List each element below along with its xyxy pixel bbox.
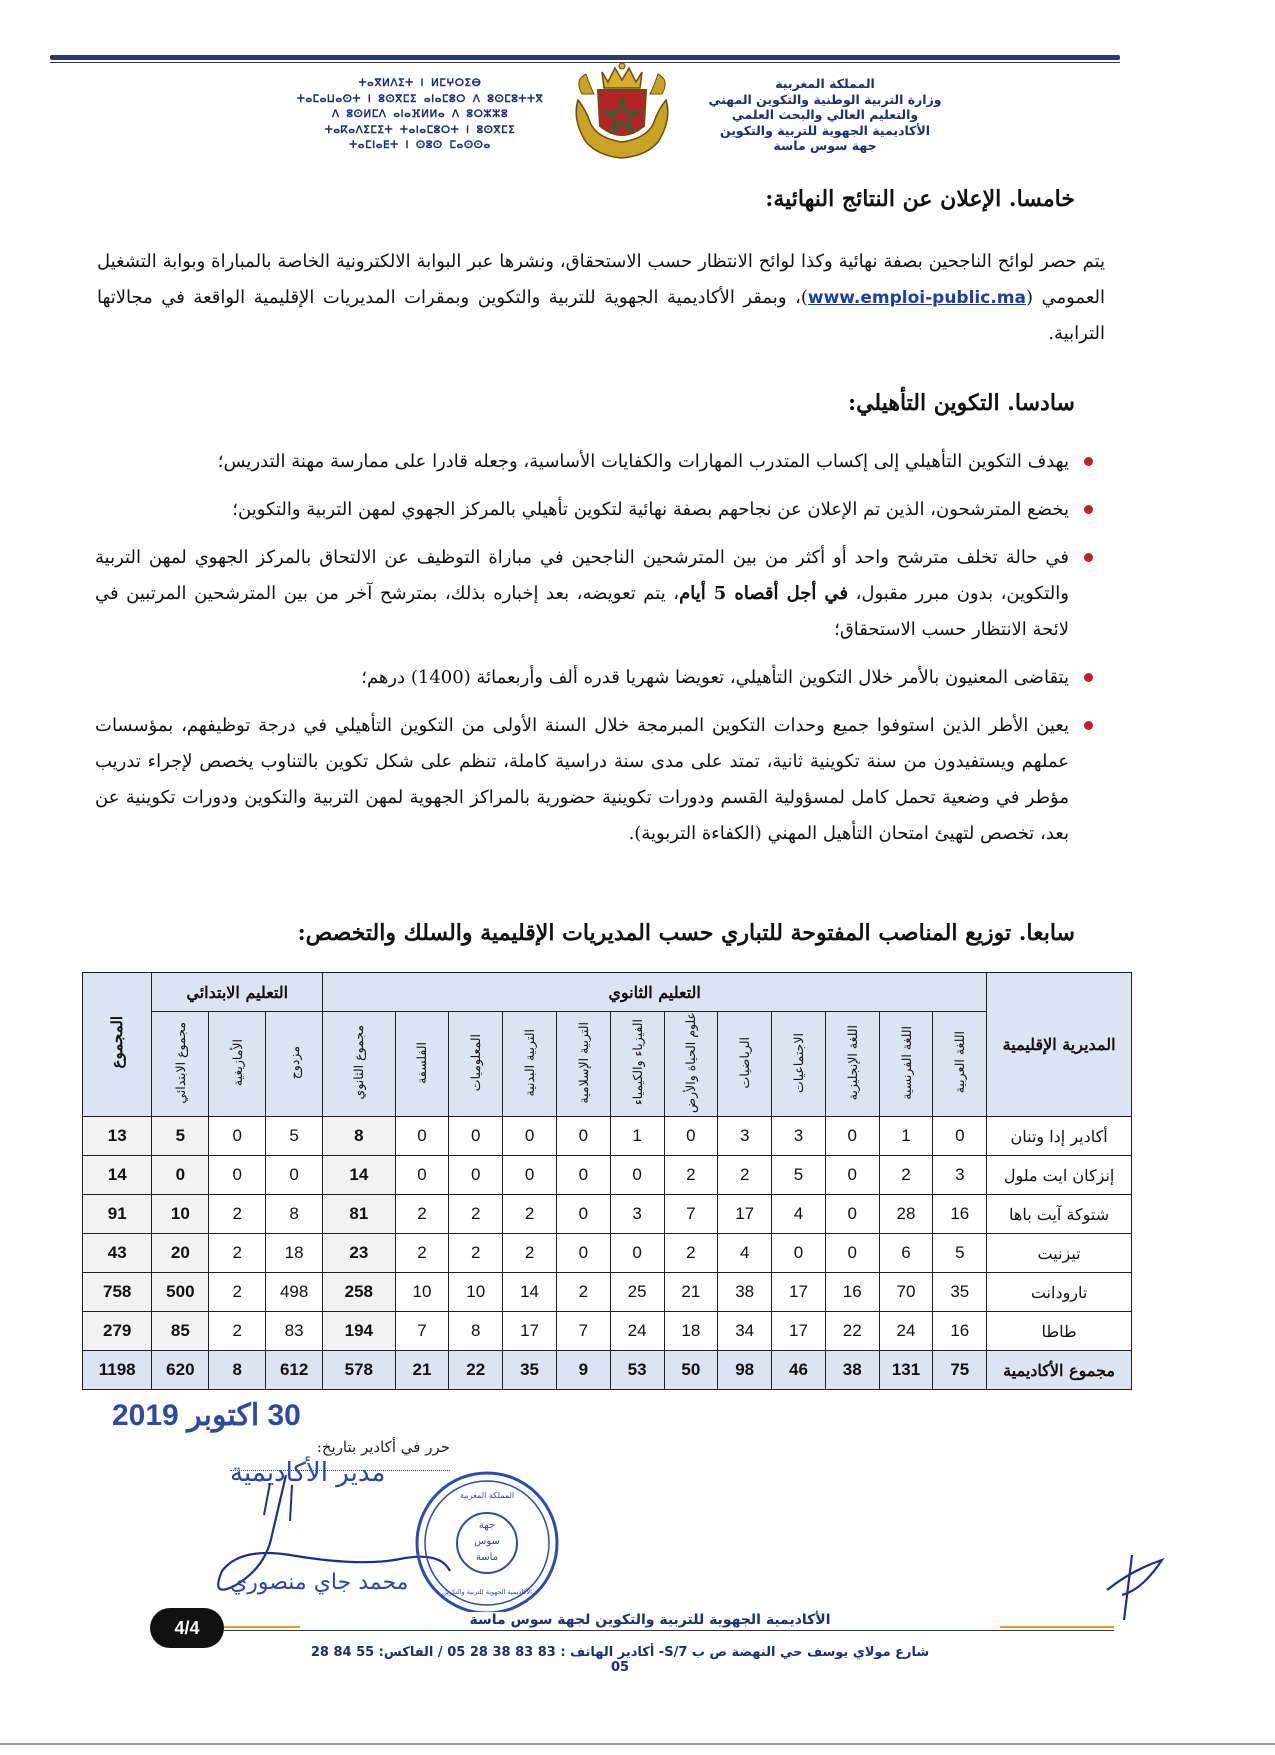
secondary-subject-header — [556, 1012, 610, 1117]
subject-label: مزدوج — [286, 1045, 302, 1080]
table-cell: 7 — [664, 1195, 718, 1234]
table-cell: 2 — [664, 1234, 718, 1273]
table-cell: 14 — [323, 1156, 396, 1195]
table-cell: 17 — [503, 1312, 557, 1351]
row-total-cell: 279 — [83, 1312, 152, 1351]
table-cell: 8 — [266, 1195, 323, 1234]
header-arabic-line: الأكاديمية الجهوية للتربية والتكوين — [719, 122, 931, 138]
table-cell: 3 — [933, 1156, 987, 1195]
written-at-label: حرر في أكادير بتاريخ: — [316, 1438, 450, 1456]
table-cell: 75 — [933, 1351, 987, 1390]
subject-label: اللغة العربية — [952, 1031, 968, 1094]
header-arabic-line: والتعليم العالي والبحث العلمي — [731, 107, 919, 122]
table-cell: 2 — [209, 1195, 266, 1234]
bullet-icon — [1084, 457, 1093, 466]
table-cell: 34 — [718, 1312, 772, 1351]
table-cell: 2 — [503, 1234, 557, 1273]
row-total-cell: 13 — [83, 1117, 152, 1156]
table-cell: 24 — [610, 1312, 664, 1351]
bullet-bold-text: في أجل أقصاه 5 أيام — [679, 583, 849, 604]
table-cell: 1 — [610, 1117, 664, 1156]
table-body — [83, 1117, 1132, 1390]
table-cell: 2 — [395, 1234, 449, 1273]
section6-bullet-list — [95, 444, 1097, 864]
directorate-name-cell: طاطا — [987, 1312, 1132, 1351]
table-cell: 0 — [556, 1195, 610, 1234]
subject-label: الفلسفة — [414, 1041, 430, 1084]
table-cell: 16 — [933, 1195, 987, 1234]
secondary-subject-header — [825, 1012, 879, 1117]
subject-label: التربية البدنية — [522, 1028, 538, 1097]
table-cell: 17 — [718, 1195, 772, 1234]
table-row — [83, 1273, 1132, 1312]
secondary-group-header: التعليم الثانوي — [323, 973, 987, 1012]
seal-text: جهة — [478, 1520, 496, 1531]
row-total-cell: 43 — [83, 1234, 152, 1273]
table-cell: 4 — [772, 1195, 826, 1234]
subject-label: الاجتماعيات — [790, 1032, 806, 1093]
secondary-subject-header — [503, 1012, 557, 1117]
initial-mark-icon — [1102, 1550, 1172, 1620]
subject-label: الفيزياء والكيمياء — [629, 1019, 645, 1106]
table-cell: 18 — [266, 1234, 323, 1273]
directorate-name-cell: تيزنيت — [987, 1234, 1132, 1273]
table-cell: 6 — [879, 1234, 933, 1273]
bullet-icon — [1084, 673, 1093, 682]
table-cell: 2 — [879, 1156, 933, 1195]
bullet-icon — [1084, 505, 1093, 514]
subject-label: اللغة الإنجليزية — [844, 1024, 860, 1101]
table-cell: 2 — [395, 1195, 449, 1234]
list-item — [95, 492, 1097, 528]
table-cell: 8 — [449, 1312, 503, 1351]
table-cell: 0 — [664, 1117, 718, 1156]
table-cell: 0 — [772, 1234, 826, 1273]
table-cell: 0 — [152, 1156, 209, 1195]
table-cell: 612 — [266, 1351, 323, 1390]
table-cell: 620 — [152, 1351, 209, 1390]
table-cell: 22 — [825, 1312, 879, 1351]
row-total-cell: 1198 — [83, 1351, 152, 1390]
subject-label: المعلوميات — [468, 1033, 484, 1092]
header-tifinagh-line: ⵜⴰⴳⵍⴷⵉⵜ ⵏ ⵍⵎⵖⵔⵉⴱ — [358, 77, 482, 89]
section5-heading: خامسا. الإعلان عن النتائج النهائية: — [765, 186, 1075, 212]
table-cell: 0 — [209, 1156, 266, 1195]
emploi-public-link[interactable]: www.emploi-public.ma — [807, 288, 1026, 308]
table-cell: 8 — [209, 1351, 266, 1390]
table-cell: 0 — [449, 1156, 503, 1195]
table-cell: 131 — [879, 1351, 933, 1390]
bullet-text: في حالة تخلف مترشح واحد أو أكثر من بين المترشحين الناجحين في مباراة التوظيف عن الالتحاق بالمركز الجهوي لمهن التربية والتكوين، بدون مبرر مقبول، — [95, 547, 1069, 604]
table-cell: 498 — [266, 1273, 323, 1312]
section5-paragraph — [97, 244, 1105, 352]
list-item — [95, 540, 1097, 648]
table-cell: 5 — [266, 1117, 323, 1156]
table-cell: 2 — [209, 1312, 266, 1351]
list-item — [95, 708, 1097, 852]
table-cell: 70 — [879, 1273, 933, 1312]
total-header-label: المجموع — [108, 1016, 127, 1069]
table-cell: 23 — [323, 1234, 396, 1273]
section5-text: يتم حصر لوائح الناجحين بصفة نهائية وكذا لوائح الانتظار حسب الاستحقاق، ونشرها عبر البوابة الالكترونية الخاصة بالمباراة وبوابة التشغيل العمومي ( — [97, 251, 1106, 308]
table-cell: 0 — [395, 1117, 449, 1156]
section6-heading: سادسا. التكوين التأهيلي: — [847, 390, 1075, 416]
table-cell: 0 — [610, 1234, 664, 1273]
table-cell: 17 — [772, 1312, 826, 1351]
header-arabic-line: وزارة التربية الوطنية والتكوين المهني — [708, 91, 942, 107]
table-cell: 7 — [395, 1312, 449, 1351]
table-cell: 16 — [825, 1273, 879, 1312]
table-cell: 38 — [825, 1351, 879, 1390]
bullet-icon — [1084, 721, 1093, 730]
table-cell: 81 — [323, 1195, 396, 1234]
footer-address: شارع مولاي يوسف حي النهضة ص ب 7/S- أكادير الهاتف : 83 83 38 28 05 / الفاكس: 55 84 28 05 — [310, 1645, 930, 1675]
table-row — [83, 1312, 1132, 1351]
table-cell: 1 — [879, 1117, 933, 1156]
secondary-subject-header — [879, 1012, 933, 1117]
table-cell: 0 — [825, 1234, 879, 1273]
subject-label: اللغة الفرنسية — [898, 1025, 914, 1100]
table-total-row — [83, 1351, 1132, 1390]
table-cell: 2 — [718, 1156, 772, 1195]
table-cell: 10 — [449, 1273, 503, 1312]
table-cell: 2 — [503, 1195, 557, 1234]
table-cell: 3 — [718, 1117, 772, 1156]
table-cell: 0 — [825, 1156, 879, 1195]
table-cell: 85 — [152, 1312, 209, 1351]
seal-text: سوس — [474, 1536, 500, 1547]
header-tifinagh-line: ⵜⴰⴽⴰⴷⵉⵎⵉⵜ ⵜⴰⵏⴰⵎⵓⵔⵜ ⵏ ⵓⵙⴳⵎⵉ — [324, 123, 516, 136]
table-cell: 8 — [323, 1117, 396, 1156]
table-cell: 21 — [395, 1351, 449, 1390]
bullet-text: يخضع المترشحون، الذين تم الإعلان عن نجاحهم بصفة نهائية لتكوين تأهيلي بالمركز الجهوي لمهن التربية والتكوين؛ — [232, 499, 1069, 520]
seal-text: الأكاديمية الجهوية للتربية والتكوين — [442, 1588, 532, 1596]
total-header — [83, 973, 152, 1117]
table-cell: 3 — [772, 1117, 826, 1156]
seal-text: المملكة المغربية — [459, 1491, 515, 1500]
table-cell: 38 — [718, 1273, 772, 1312]
table-cell: 50 — [664, 1351, 718, 1390]
subject-label: مجموع الثانوي — [351, 1025, 367, 1100]
table-cell: 0 — [933, 1117, 987, 1156]
header-arabic — [675, 76, 975, 154]
primary-group-header: التعليم الابتدائي — [152, 973, 323, 1012]
scan-edge — [0, 1743, 1275, 1745]
directorate-name-cell: تارودانت — [987, 1273, 1132, 1312]
official-seal-icon — [412, 1468, 562, 1618]
table-cell: 0 — [449, 1117, 503, 1156]
table-cell: 0 — [825, 1195, 879, 1234]
section5-text-after: )، وبمقر الأكاديمية الجهوية للتربية والتكوين وبمقرات المديريات الإقليمية الواقعة في مجالاتها الترابية. — [97, 287, 1105, 344]
table-row — [83, 1156, 1132, 1195]
table-cell: 22 — [449, 1351, 503, 1390]
table-subheader-row — [83, 1012, 1132, 1117]
table-cell: 258 — [323, 1273, 396, 1312]
table-cell: 0 — [503, 1117, 557, 1156]
header-tifinagh — [270, 76, 570, 154]
table-cell: 578 — [323, 1351, 396, 1390]
table-cell: 5 — [152, 1117, 209, 1156]
table-cell: 14 — [503, 1273, 557, 1312]
footer-rule-thin — [224, 1630, 1114, 1631]
secondary-subject-header — [323, 1012, 396, 1117]
table-cell: 18 — [664, 1312, 718, 1351]
header-tifinagh-line: ⵜⴰⵎⵏⴰⴹⵜ ⵏ ⵙⵓⵙ ⵎⴰⵙⵙⴰ — [349, 139, 491, 151]
table-cell: 3 — [610, 1195, 664, 1234]
table-cell: 98 — [718, 1351, 772, 1390]
directorate-name-cell: مجموع الأكاديمية — [987, 1351, 1132, 1390]
table-cell: 0 — [825, 1117, 879, 1156]
signer-name: محمد جاي منصوري — [230, 1570, 409, 1595]
list-item — [95, 660, 1097, 696]
table-cell: 10 — [152, 1195, 209, 1234]
table-cell: 7 — [556, 1312, 610, 1351]
directorate-name-cell: أكادير إدا وتنان — [987, 1117, 1132, 1156]
table-cell: 4 — [718, 1234, 772, 1273]
bullet-icon — [1084, 553, 1093, 562]
header-tifinagh-line: ⴷ ⵓⵙⵍⵎⴷ ⴰⵏⴰⴼⵍⵍⴰ ⴷ ⵓⵔⵣⵣⵓ — [331, 108, 509, 120]
bullet-text: يهدف التكوين التأهيلي إلى إكساب المتدرب المهارات والكفايات الأساسية، وجعله قادرا على ممارسة مهنة التدريس؛ — [217, 451, 1069, 472]
table-group-header-row — [83, 973, 1132, 1012]
subject-label: التربية الإسلامية — [575, 1021, 591, 1104]
subject-label: علوم الحياة والأرض — [683, 1012, 699, 1114]
table-cell: 9 — [556, 1351, 610, 1390]
row-total-cell: 14 — [83, 1156, 152, 1195]
table-cell: 2 — [556, 1273, 610, 1312]
table-cell: 10 — [395, 1273, 449, 1312]
table-cell: 0 — [209, 1117, 266, 1156]
primary-subject-header — [209, 1012, 266, 1117]
header-arabic-line: المملكة المغربية — [775, 76, 875, 91]
secondary-subject-header — [449, 1012, 503, 1117]
table-cell: 0 — [610, 1156, 664, 1195]
table-cell: 194 — [323, 1312, 396, 1351]
table-cell: 20 — [152, 1234, 209, 1273]
secondary-subject-header — [395, 1012, 449, 1117]
positions-table — [82, 972, 1132, 1390]
seal-text: ماسة — [475, 1552, 499, 1563]
table-cell: 35 — [503, 1351, 557, 1390]
bullet-text: ، يتم تعويضه، بعد إخباره بذلك، بمترشح آخر من بين المترشحين المرتبين في لائحة الانتظار حسب الاستحقاق؛ — [95, 583, 1069, 640]
header-arabic-line: جهة سوس ماسة — [773, 138, 877, 153]
table-cell: 25 — [610, 1273, 664, 1312]
table-row — [83, 1195, 1132, 1234]
directorate-name-cell: إنزكان ايت ملول — [987, 1156, 1132, 1195]
table-cell: 83 — [266, 1312, 323, 1351]
table-cell: 0 — [266, 1156, 323, 1195]
table-cell: 5 — [933, 1234, 987, 1273]
table-row — [83, 1234, 1132, 1273]
footer-academy-name: الأكاديمية الجهوية للتربية والتكوين لجهة سوس ماسة — [300, 1612, 1000, 1628]
table-cell: 2 — [449, 1195, 503, 1234]
table-cell: 2 — [664, 1156, 718, 1195]
subject-label: مجموع الابتدائي — [172, 1021, 188, 1104]
director-title: مدير الأكاديمية — [230, 1458, 386, 1488]
table-cell: 35 — [933, 1273, 987, 1312]
table-cell: 21 — [664, 1273, 718, 1312]
primary-subject-header — [152, 1012, 209, 1117]
row-total-cell: 91 — [83, 1195, 152, 1234]
list-item — [95, 444, 1097, 480]
table-cell: 0 — [556, 1234, 610, 1273]
directorate-name-cell: شتوكة آيت باها — [987, 1195, 1132, 1234]
directorate-header: المديرية الإقليمية — [987, 973, 1132, 1117]
section7-heading: سابعا. توزيع المناصب المفتوحة للتباري حسب المديريات الإقليمية والسلك والتخصص: — [297, 920, 1075, 946]
table-cell: 500 — [152, 1273, 209, 1312]
table-cell: 16 — [933, 1312, 987, 1351]
secondary-subject-header — [610, 1012, 664, 1117]
table-cell: 0 — [556, 1117, 610, 1156]
table-row — [83, 1117, 1132, 1156]
subject-label: الأمازيغية — [229, 1038, 245, 1087]
secondary-subject-header — [933, 1012, 987, 1117]
header-tifinagh-line: ⵜⴰⵎⴰⵡⴰⵙⵜ ⵏ ⵓⵙⴳⵎⵉ ⴰⵏⴰⵎⵓⵔ ⴷ ⵓⵙⵎⵓⵜⵜⴳ — [296, 92, 544, 105]
page-number: 4/4 — [150, 1608, 224, 1648]
table-cell: 46 — [772, 1351, 826, 1390]
secondary-subject-header — [718, 1012, 772, 1117]
primary-subject-header — [266, 1012, 323, 1117]
royal-coat-of-arms-icon — [568, 60, 676, 162]
row-total-cell: 758 — [83, 1273, 152, 1312]
bullet-text: يعين الأطر الذين استوفوا جميع وحدات التكوين المبرمجة خلال السنة الأولى من التكوين التأهيلي في درجة توظيفهم، بمؤسسات عملهم ويستفيدون من سنة تكوينية ثانية، تمتد على مدى سنة دراسية كاملة، تنظم على شكل تكوين بالتناوب يخصص لإجراء تدريب مؤطر في وضعية تحمل كامل لمسؤولية القسم ودورات تكوينية حضورية بالمراكز الجهوية لمهن التربية والتكوين ودورات تكوينية عن بعد، تخصص لتهيئ امتحان التأهيل المهني (الكفاءة التربوية). — [95, 715, 1069, 844]
table-cell: 17 — [772, 1273, 826, 1312]
table-cell: 2 — [209, 1234, 266, 1273]
table-cell: 53 — [610, 1351, 664, 1390]
secondary-subject-header — [772, 1012, 826, 1117]
table-cell: 2 — [449, 1234, 503, 1273]
table-cell: 0 — [556, 1156, 610, 1195]
table-head — [83, 973, 1132, 1117]
table-cell: 0 — [503, 1156, 557, 1195]
table-cell: 28 — [879, 1195, 933, 1234]
date-stamp: 30 اكتوبر 2019 — [112, 1399, 301, 1432]
table-cell: 24 — [879, 1312, 933, 1351]
table-cell: 2 — [209, 1273, 266, 1312]
subject-label: الرياضيات — [737, 1036, 753, 1089]
bullet-text: يتقاضى المعنيون بالأمر خلال التكوين التأهيلي، تعويضا شهريا قدره ألف وأربعمائة (1400) درهم؛ — [361, 667, 1069, 688]
secondary-subject-header — [664, 1012, 718, 1117]
table-cell: 0 — [395, 1156, 449, 1195]
table-cell: 5 — [772, 1156, 826, 1195]
